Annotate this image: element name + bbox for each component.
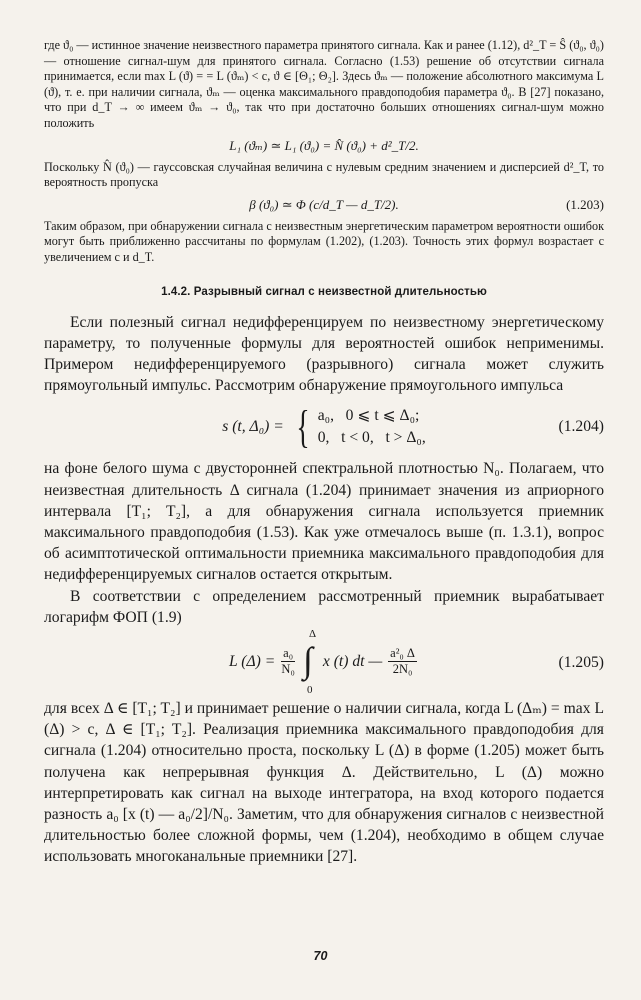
page-content <box>44 38 604 868</box>
equation-1203 <box>44 191 604 219</box>
integral-icon: ∫ <box>302 639 313 680</box>
equation-1205-integrand: x (t) dt — <box>322 652 383 670</box>
paragraph-decision: для всех Δ ∈ [T₁; T₂] и принимает решение о наличии сигнала, когда L (Δₘ) = max L (Δ) > c, Δ ∈ [T₁; T₂]. Реализация приемника максимального правдоподобия для сигнала (1.204) относительно проста, поскольку L (Δ) в форме (1.205) может быть получена как непрерывная функция Δ. Действительно, L (Δ) можно интерпретировать как сигнал на выходе интегратора, на вход которого подается разность a₀ [x (t) — a₀/2]/N₀. Заметим, что для обнаружения сигналов с неизвестной длительностью более сложной формы, чем (1.204), необходимо в общем случае использовать многоканальные приемники [27]. <box>44 699 604 866</box>
fraction-2-denominator: 2N₀ <box>392 662 413 677</box>
fraction-1-denominator: N₀ <box>281 662 295 677</box>
integral-sign <box>301 627 319 696</box>
equation-1205-fraction-2 <box>388 646 417 677</box>
integral-lower-limit: 0 <box>306 683 313 696</box>
equation-1204-number: (1.204) <box>558 418 604 436</box>
paragraph-intro: где ϑ₀ — истинное значение неизвестного параметра принятого сигнала. Как и ранее (1.12), d²_T = Ŝ (ϑ₀, ϑ₀) — отношение сигнал-шум для принятого сигнала. Согласно (1.53) решение об отсутствии сигнала принимается, если max L (ϑ) = = L (ϑₘ) < c, ϑ ∈ [Θ₁; Θ₂]. Здесь ϑₘ — положение абсолютного максимума L (ϑ), т. е. при наличии сигнала, ϑₘ — оценка максимального правдоподобия параметра ϑ₀. В [27] показано, что при d_T → ∞ имеем ϑₘ → ϑ₀, так что при достаточно больших отношениях сигнал-шум можно положить <box>44 38 604 130</box>
equation-1203-number: (1.203) <box>566 196 604 212</box>
integral-upper-limit: Δ <box>308 627 317 640</box>
page-number: 70 <box>313 949 328 963</box>
paragraph-white-noise: на фоне белого шума с двусторонней спектральной плотностью N₀. Полагаем, что неизвестная длительность Δ сигнала (1.204) принимает значения из априорного интервала [T₁; T₂], а для обнаружения сигнала используется приемник максимального правдоподобия (1.53). Как уже отмечалось выше (п. 1.3.1), вопрос об асимптотической оптимальности приемника максимального правдоподобия для недифференцируемых сигналов остается открытым. <box>44 460 604 584</box>
fraction-2-numerator: a²₀ Δ <box>390 646 415 661</box>
equation-1203-body: β (ϑ₀) ≃ Φ (c/d_T — d_T/2). <box>249 196 399 212</box>
fraction-1-numerator: a₀ <box>283 646 294 661</box>
equation-1204 <box>44 396 604 458</box>
paragraph-receiver: В соответствии с определением рассмотренный приемник вырабатывает логарифм ФОП (1.9) <box>44 587 604 626</box>
equation-1204-case-1: a₀, 0 ⩽ t ⩽ Δ₀; <box>317 407 420 425</box>
left-brace-glyph: { <box>296 401 310 453</box>
equation-1204-cases <box>288 401 426 453</box>
equation-1204-case-2: 0, t < 0, t > Δ₀, <box>317 429 426 447</box>
equation-1205-number: (1.205) <box>558 653 604 671</box>
equation-1205 <box>44 628 604 698</box>
equation-1205-fraction-1 <box>281 646 295 677</box>
paragraph-conclusion: Таким образом, при обнаружении сигнала с неизвестным энергетическим параметром вероятности ошибок могут быть приближенно рассчитаны по формулам (1.202), (1.203). Точность этих формул возрастает с увеличением c и d_T. <box>44 218 604 264</box>
equation-1204-lhs: s (t, Δ₀) = <box>222 418 284 436</box>
equation-approximation-body: L₁ (ϑₘ) ≃ L₁ (ϑ₀) = N̂ (ϑ₀) + d²_T/2. <box>229 137 419 153</box>
equation-1205-lhs: L (Δ) = <box>229 652 276 670</box>
paragraph-gaussian: Поскольку N̂ (ϑ₀) — гауссовская случайная величина с нулевым средним значением и дисперсией d²_T, то вероятность пропуска <box>44 159 604 190</box>
paragraph-nondifferentiable: Если полезный сигнал недифференцируем по неизвестному энергетическому параметру, то полученные формулы для вероятностей ошибок неприменимы. Примером недифференцируемого (разрывного) сигнала может служить прямоугольный импульс. Рассмотрим обнаружение прямоугольного импульса <box>44 313 604 395</box>
equation-approximation <box>44 132 604 160</box>
section-heading: 1.4.2. Разрывный сигнал с неизвестной длительностью <box>161 285 487 298</box>
